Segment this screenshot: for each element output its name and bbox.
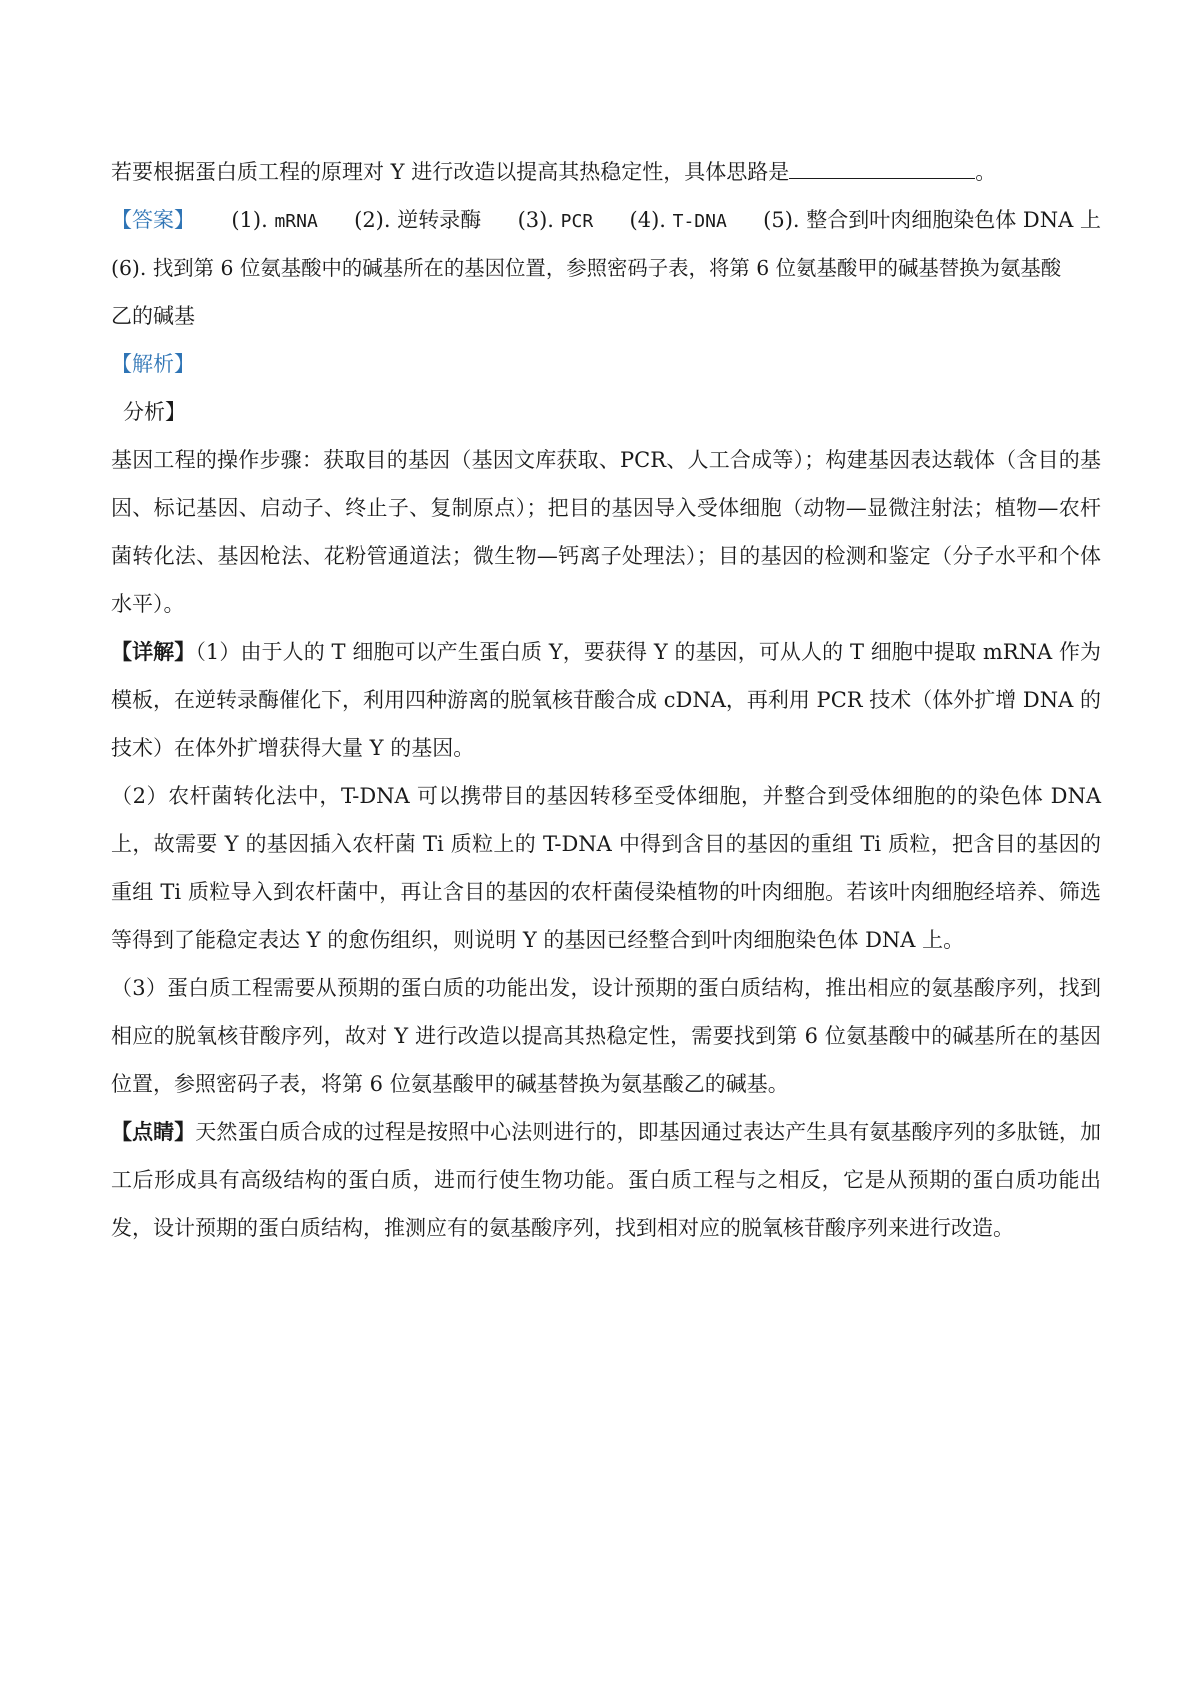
note-text: 天然蛋白质合成的过程是按照中心法则进行的，即基因通过表达产生具有氨基酸序列的多肽链，加工后形成具有高级结构的蛋白质，进而行使生物功能。蛋白质工程与之相反，它是从预期的蛋白质功能出发，设计预期的蛋白质结构，推测应有的氨基酸序列，找到相对应的脱氧核苷酸序列来进行改造。 [111, 1120, 1102, 1240]
answer-item-6-text: 找到第 6 位氨基酸中的碱基所在的基因位置，参照密码子表，将第 6 位氨基酸甲的碱基替换为氨基酸 [152, 256, 1062, 280]
answer-item-6-line2: 乙的碱基 [111, 304, 195, 328]
answer-item-3: (3). PCR [517, 208, 594, 232]
answer-item-4: (4). T-DNA [629, 208, 727, 232]
answer-blank [789, 160, 975, 179]
answer-item-6-line1 [111, 244, 1101, 292]
detail-paragraph-3: （3）蛋白质工程需要从预期的蛋白质的功能出发，设计预期的蛋白质结构，推出相应的氨基酸序列，找到相应的脱氧核苷酸序列，故对 Y 进行改造以提高其热稳定性，需要找到第 6 位氨基酸中的碱基所在的基因位置，参照密码子表，将第 6 位氨基酸甲的碱基替换为氨基酸乙的碱基。 [111, 976, 1101, 1096]
analysis-sub-label: 分析】 [123, 400, 186, 424]
analysis-label-line [111, 340, 1101, 388]
answer-item-1: (1). mRNA [231, 208, 318, 232]
note-paragraph [111, 1108, 1101, 1252]
analysis-label: 【解析】 [111, 352, 195, 376]
answer-item-2: (2). 逆转录酶 [354, 208, 482, 232]
detail-paragraph-1 [111, 628, 1101, 772]
answer-item-6-num: (6). [111, 256, 147, 280]
detail-p1-text: （1）由于人的 T 细胞可以产生蛋白质 Y，要获得 Y 的基因，可从人的 T 细胞中提取 mRNA 作为模板，在逆转录酶催化下，利用四种游离的脱氧核苷酸合成 cDNA，再利用 PCR 技术（体外扩增 DNA 的技术）在体外扩增获得大量 Y 的基因。 [111, 640, 1101, 760]
answer-line [111, 196, 1101, 244]
answer-label: 【答案】 [111, 208, 195, 232]
question-text: 若要根据蛋白质工程的原理对 Y 进行改造以提高其热稳定性，具体思路是 [111, 160, 790, 184]
detail-label: 【详解】 [111, 639, 196, 664]
question-line [111, 148, 1101, 196]
note-label: 【点睛】 [111, 1119, 196, 1144]
answer-item-5: (5). 整合到叶肉细胞染色体 DNA 上 [763, 208, 1101, 232]
analysis-text: 基因工程的操作步骤：获取目的基因（基因文库获取、PCR、人工合成等）；构建基因表达载体（含目的基因、标记基因、启动子、终止子、复制原点）；把目的基因导入受体细胞（动物—显微注射法；植物—农杆菌转化法、基因枪法、花粉管通道法；微生物—钙离子处理法）；目的基因的检测和鉴定（分子水平和个体水平）。 [111, 448, 1101, 616]
detail-paragraph-2: （2）农杆菌转化法中，T-DNA 可以携带目的基因转移至受体细胞，并整合到受体细胞的的染色体 DNA 上，故需要 Y 的基因插入农杆菌 Ti 质粒上的 T-DNA 中得到含目的基因的重组 Ti 质粒，把含目的基因的重组 Ti 质粒导入到农杆菌中，再让含目的基因的农杆菌侵染植物的叶肉细胞。若该叶肉细胞经培养、筛选等得到了能稳定表达 Y 的愈伤组织，则说明 Y 的基因已经整合到叶肉细胞染色体 DNA 上。 [111, 784, 1101, 952]
question-end: 。 [975, 160, 997, 184]
document-body [111, 148, 1101, 1252]
